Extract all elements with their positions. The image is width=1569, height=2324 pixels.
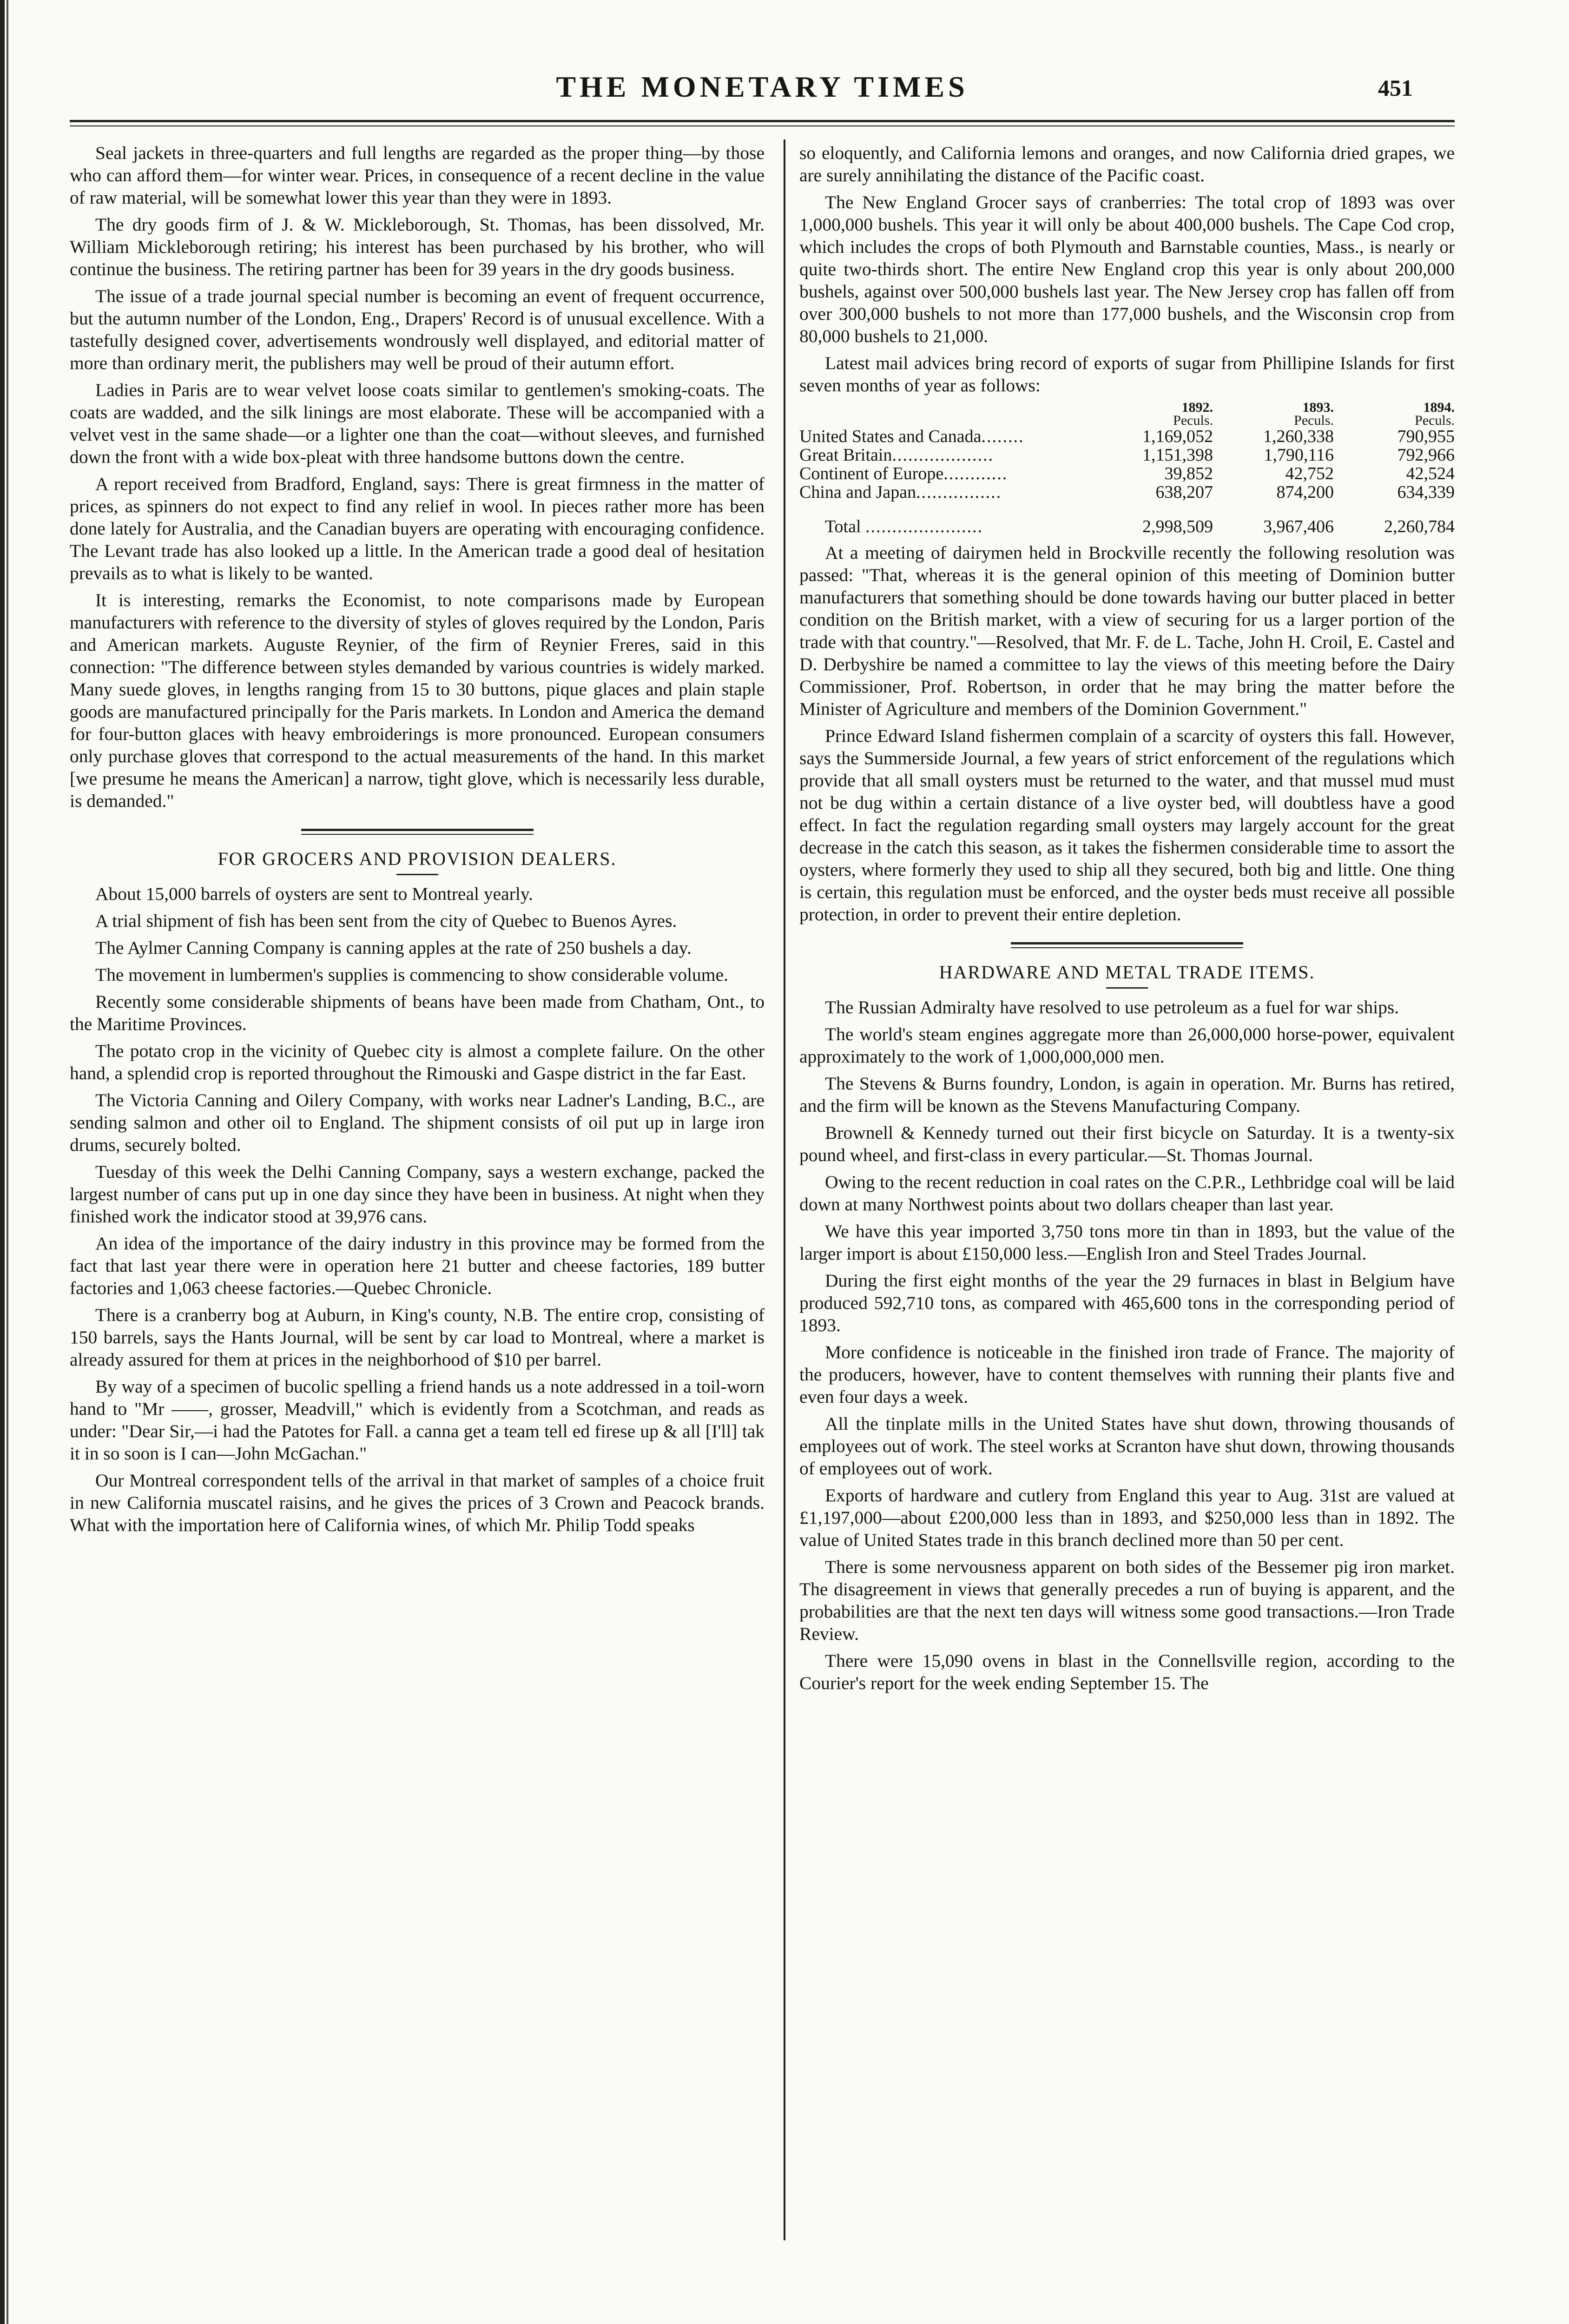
table-cell: 3,967,406: [1263, 517, 1334, 536]
table-row: Continent of Europe............ 39,852 42,752 42,524: [799, 464, 1455, 483]
paragraph: During the first eight months of the year the 29 furnaces in blast in Belgium have produced 592,710 tons, as compared with 465,600 tons in the corresponding period of 1893.: [799, 1270, 1455, 1335]
paragraph: The potato crop in the vicinity of Quebec city is almost a complete failure. On the other hand, a splendid crop is reported throughout the Rimouski and Gaspe district in the far East.: [70, 1041, 765, 1083]
paragraph: so eloquently, and California lemons and oranges, and now California dried grapes, we are surely annihilating the distance of the Pacific coast.: [799, 143, 1455, 185]
row-label: United States and Canada: [799, 427, 982, 446]
paragraph: The issue of a trade journal special number is becoming an event of frequent occurrence, but the autumn number of the London, Eng., Drapers' Record is of unusual excellence. With a tastefully designed cover, advertisements wondrously well displayed, and editorial matter of more than ordinary merit, the publishers may well be proud of their autumn effort.: [70, 286, 765, 373]
page-header: [70, 70, 1455, 112]
heading-underline: [396, 874, 438, 875]
paragraph: Recently some considerable shipments of beans have been made from Chatham, Ont., to the Maritime Provinces.: [70, 991, 765, 1034]
table-row: Great Britain................... 1,151,398 1,790,116 792,966: [799, 445, 1455, 465]
paragraph: The New England Grocer says of cranberries: The total crop of 1893 was over 1,000,000 bushels. This year it will only be about 400,000 bushels. The Cape Cod crop, which includes the crops of both Plymouth and Barnstable counties, Mass., is nearly or quite two-thirds short. The entire New England crop this year is only about 200,000 bushels, against over 500,000 bushels last year. The New Jersey crop has fallen off from over 300,000 bushels to not more than 177,000 bushels, and the Wisconsin crop from 80,000 bushels to 21,000.: [799, 192, 1455, 346]
paragraph: An idea of the importance of the dairy industry in this province may be formed from the fact that last year there were in operation here 21 butter and cheese factories, 189 butter factories and 1,063 cheese factories.—Quebec Chronicle.: [70, 1233, 765, 1298]
paragraph: The dry goods firm of J. & W. Mickleborough, St. Thomas, has been dissolved, Mr. William Mickleborough retiring; his interest has been purchased by his brother, who will continue the business. The retiring partner has been for 39 years in the dry goods business.: [70, 214, 765, 279]
table-header-row: [799, 401, 1455, 427]
paragraph: The Aylmer Canning Company is canning apples at the rate of 250 bushels a day.: [95, 938, 692, 958]
section-divider: [301, 829, 534, 835]
paragraph: We have this year imported 3,750 tons more tin than in 1893, but the value of the larger import is about £150,000 less.—English Iron and Steel Trades Journal.: [799, 1221, 1455, 1264]
table-total-row: Total ...................... 2,998,509 3,967,406 2,260,784: [799, 502, 1455, 536]
page-binding-edge: [0, 0, 5, 2324]
paragraph: About 15,000 barrels of oysters are sent to Montreal yearly.: [95, 884, 533, 904]
paragraph: Brownell & Kennedy turned out their first bicycle on Saturday. It is a twenty-six pound wheel, and first-class in every particular.—St. Thomas Journal.: [799, 1122, 1455, 1165]
paragraph: There is some nervousness apparent on both sides of the Bessemer pig iron market. The disagreement in views that generally precedes a run of buying is apparent, and the probabilities are that the next ten days will witness some good transactions.—Iron Trade Review.: [799, 1557, 1455, 1644]
table-cell: 792,966: [1397, 445, 1455, 465]
paragraph: The Russian Admiralty have resolved to use petroleum as a fuel for war ships.: [825, 997, 1399, 1017]
table-cell: 2,998,509: [1142, 517, 1213, 536]
table-cell: 874,200: [1276, 482, 1334, 502]
table-cell: 42,752: [1285, 464, 1334, 483]
section-heading-grocers: FOR GROCERS AND PROVISION DEALERS.: [218, 848, 617, 869]
header-rule-thin: [70, 125, 1455, 126]
left-column: [70, 142, 765, 1541]
journal-title: THE MONETARY TIMES: [556, 70, 969, 103]
grocers-items: [70, 883, 765, 1536]
section-heading-hardware: HARDWARE AND METAL TRADE ITEMS.: [939, 962, 1315, 983]
table-cell: 790,955: [1397, 427, 1455, 446]
table-cell: 634,339: [1397, 482, 1455, 502]
section-divider: [1011, 942, 1243, 948]
right-column: [799, 142, 1455, 1699]
table-cell: 39,852: [1164, 464, 1213, 483]
paragraph: Tuesday of this week the Delhi Canning Company, says a western exchange, packed the largest number of cans put up in one day since they have been in business. At night when they finished work the indicator stood at 39,976 cans.: [70, 1162, 765, 1227]
column-divider: [784, 139, 785, 2240]
table-cell: 1,790,116: [1264, 445, 1334, 465]
paragraph: The world's steam engines aggregate more than 26,000,000 horse-power, equivalent approximately to the work of 1,000,000,000 men.: [799, 1024, 1455, 1067]
paragraph: The Victoria Canning and Oilery Company, with works near Ladner's Landing, B.C., are sending salmon and other oil to England. The shipment consists of oil put up in large iron drums, securely bolted.: [70, 1090, 765, 1155]
paragraph: By way of a specimen of bucolic spelling a friend hands us a note addressed in a toil-worn hand to "Mr ——, grosser, Meadvill," which is evidently from a Scotchman, and reads as under: "Dear Sir,—i had the Patotes for Fall. a canna get a team tell ed firese up & all [I'll] tak it in so soon is I can—John McGachan.": [70, 1376, 765, 1464]
paragraph: There is a cranberry bog at Auburn, in King's county, N.B. The entire crop, consisting of 150 barrels, says the Hants Journal, will be sent by car load to Montreal, where a market is already assured for them at prices in the neighborhood of $10 per barrel.: [70, 1305, 765, 1370]
dry-goods-items: [70, 142, 765, 812]
paragraph: All the tinplate mills in the United States have shut down, throwing thousands of employees out of work. The steel works at Scranton have shut down, throwing thousands of employees out of work.: [799, 1413, 1455, 1479]
paragraph: Seal jackets in three-quarters and full lengths are regarded as the proper thing—by those who can afford them—for winter wear. Prices, in consequence of a recent decline in the value of raw material, will be somewhat lower this year than they were in 1893.: [70, 143, 765, 208]
row-label: China and Japan: [799, 482, 916, 502]
paragraph: Owing to the recent reduction in coal rates on the C.P.R., Lethbridge coal will be laid down at many Northwest points about two dollars cheaper than last year.: [799, 1172, 1455, 1215]
table-cell: 1,151,398: [1142, 445, 1213, 465]
table-cell: 1,260,338: [1263, 427, 1334, 446]
paragraph: More confidence is noticeable in the finished iron trade of France. The majority of the producers, however, have to content themselves with running their plants five and even four days a week.: [799, 1342, 1455, 1407]
year-header: 1894. Peculs.: [1415, 400, 1455, 428]
paragraph: A trial shipment of fish has been sent from the city of Quebec to Buenos Ayres.: [95, 911, 677, 931]
header-rule-thick: [70, 120, 1455, 122]
paragraph: Our Montreal correspondent tells of the arrival in that market of samples of a choice fruit in new California muscatel raisins, and he gives the prices of 3 Crown and Peacock brands. What with the importation here of California wines, of which Mr. Philip Todd speaks: [70, 1470, 765, 1535]
table-cell: 1,169,052: [1142, 427, 1213, 446]
row-label: Great Britain: [799, 445, 892, 465]
paragraph: At a meeting of dairymen held in Brockville recently the following resolution was passed: "That, whereas it is the general opinion of this meeting of Dominion butter manufacturers that something should be done towards having our butter placed in better condition on the British market, with a view of securing for us a larger portion of the trade with that country."—Resolved, that Mr. F. de L. Tache, John H. Croil, E. Castel and D. Derbyshire be named a committee to lay the views of this meeting before the Dairy Commissioner, Prof. Robertson, in order that he may bring the matter before the Minister of Agriculture and members of the Dominion Government.": [799, 542, 1455, 719]
table-cell: 638,207: [1155, 482, 1213, 502]
paragraph: Exports of hardware and cutlery from England this year to Aug. 31st are valued at £1,197,000—about £200,000 less than in 1893, and $250,000 less than in 1892. The value of United States trade in this branch declined more than 50 per cent.: [799, 1485, 1455, 1550]
paragraph: A report received from Bradford, England, says: There is great firmness in the matter of prices, as spinners do not expect to find any relief in wool. In pieces rather more has been done lately for Australia, and the Canadian buyers are operating with encouraging confidence. The Levant trade has also looked up a little. In the American trade a good deal of hesitation prevails as to what is likely to be wanted.: [70, 474, 765, 583]
paragraph: Latest mail advices bring record of exports of sugar from Phillipine Islands for first seven months of year as follows:: [799, 353, 1455, 396]
paragraph: There were 15,090 ovens in blast in the Connellsville region, according to the Courier's report for the week ending September 15. The: [799, 1651, 1455, 1693]
paragraph: Prince Edward Island fishermen complain of a scarcity of oysters this fall. However, says the Summerside Journal, a few years of strict enforcement of the regulations which provide that all small oysters must be returned to the water, and that mussel mud must not be dug within a certain distance of a live oyster bed, will doubtless have a good effect. In fact the regulation regarding small oysters may largely account for the great decrease in the catch this season, as it takes the fishermen considerable time to assort the oysters, where formerly they used to ship all they secured, both big and little. One thing is certain, this regulation must be enforced, and the oyster beds must receive all possible protection, in order to prevent their entire depletion.: [799, 726, 1455, 924]
paragraph: The movement in lumbermen's supplies is commencing to show considerable volume.: [95, 964, 728, 985]
heading-underline: [1106, 987, 1148, 989]
paragraph: The Stevens & Burns foundry, London, is again in operation. Mr. Burns has retired, and the firm will be known as the Stevens Manufacturing Company.: [799, 1073, 1455, 1116]
table-cell: 42,524: [1406, 464, 1455, 483]
paragraph: It is interesting, remarks the Economist, to note comparisons made by European manufacturers with reference to the diversity of styles of gloves required by the London, Paris and American markets. Auguste Reynier, of the firm of Reynier Freres, said in this connection: "The difference between styles demanded by various countries is widely marked. Many suede gloves, in lengths ranging from 15 to 30 buttons, pique glaces and plain staple goods are manufactured principally for the Paris markets. In London and America the demand for four-button glaces with heavy embroiderings is more pronounced. European consumers only purchase gloves that correspond to the actual measurements of the hand. In this market [we presume he means the American] a narrow, tight glove, which is necessarily less durable, is demanded.": [70, 590, 765, 811]
row-label: Continent of Europe: [799, 464, 944, 483]
sugar-exports-table: [799, 401, 1455, 536]
table-row: United States and Canada........ 1,169,052 1,260,338 790,955: [799, 427, 1455, 446]
year-header: 1893. Peculs.: [1294, 400, 1334, 428]
paragraph: Ladies in Paris are to wear velvet loose coats similar to gentlemen's smoking-coats. The coats are wadded, and the silk linings are most elaborate. These will be accompanied with a velvet vest in the same shade—or a lighter one than the coat—without sleeves, and furnished down the front with a wide box-pleat with three handsome buttons down the centre.: [70, 380, 765, 467]
total-label: Total: [825, 517, 861, 536]
page-binding-shadow: [7, 0, 8, 2324]
year-header: 1892. Peculs.: [1173, 400, 1213, 428]
table-cell: 2,260,784: [1384, 517, 1455, 536]
page-number: 451: [1378, 75, 1413, 101]
table-row: China and Japan................ 638,207 874,200 634,339: [799, 482, 1455, 502]
